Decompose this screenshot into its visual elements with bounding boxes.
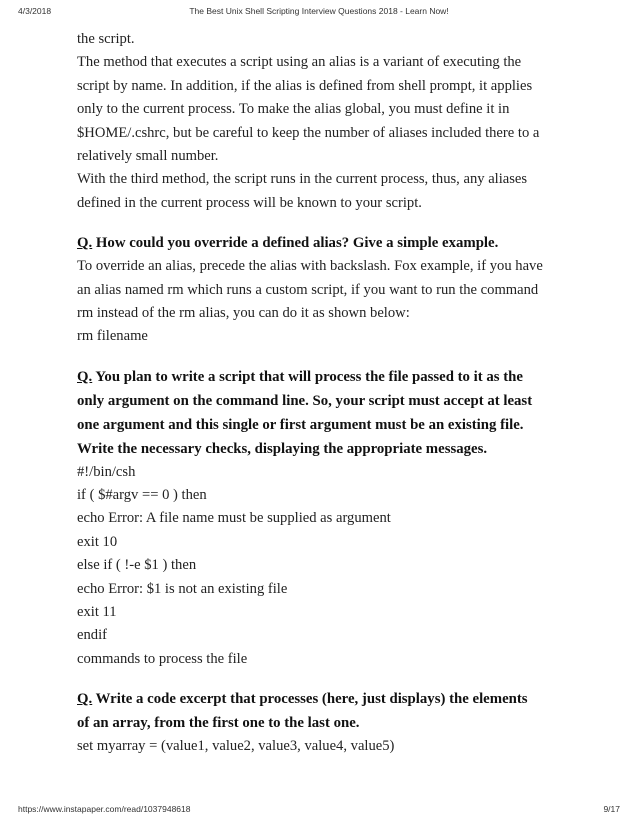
- answer-line: rm filename: [77, 328, 148, 345]
- question-text: Write a code excerpt that processes (here, just displays) the elements: [95, 691, 528, 708]
- code-line: else if ( !-e $1 ) then: [77, 557, 197, 574]
- page-number: 9/17: [603, 804, 620, 814]
- question-heading: [77, 365, 577, 389]
- code-line: if ( $#argv == 0 ) then: [77, 487, 207, 504]
- article-body: [77, 28, 577, 759]
- code-line: echo Error: $1 is not an existing file: [77, 580, 288, 597]
- question-text: only argument on the command line. So, your script must accept at least: [77, 392, 533, 409]
- question-mark-link[interactable]: Q.: [77, 235, 93, 252]
- question-block: [77, 365, 577, 672]
- body-line: relatively small number.: [77, 147, 219, 164]
- code-line: set myarray = (value1, value2, value3, value4, value5): [77, 738, 395, 755]
- body-line: With the third method, the script runs in the current process, thus, any aliases: [77, 171, 528, 188]
- question-text: You plan to write a script that will process the file passed to it as the: [95, 368, 523, 385]
- code-line: exit 11: [77, 604, 117, 621]
- page-url: https://www.instapaper.com/read/1037948618: [18, 804, 191, 814]
- answer-line: To override an alias, precede the alias with backslash. Fox example, if you have: [77, 258, 543, 275]
- answer-line: an alias named rm which runs a custom script, if you want to run the command: [77, 281, 539, 298]
- answer-line: rm instead of the rm alias, you can do it as shown below:: [77, 304, 410, 321]
- print-footer: [0, 804, 638, 818]
- question-text: How could you override a defined alias? Give a simple example.: [95, 235, 499, 252]
- code-line: commands to process the file: [77, 650, 248, 667]
- body-line: defined in the current process will be known to your script.: [77, 194, 422, 211]
- print-date: 4/3/2018: [18, 6, 52, 16]
- body-line: $HOME/.cshrc, but be careful to keep the number of aliases included there to a: [77, 124, 540, 141]
- code-line: echo Error: A file name must be supplied as argument: [77, 510, 391, 527]
- code-line: #!/bin/csh: [77, 463, 136, 480]
- code-line: endif: [77, 627, 107, 644]
- question-heading: [77, 687, 577, 711]
- question-block: [77, 687, 577, 758]
- question-text: one argument and this single or first argument must be an existing file.: [77, 416, 524, 433]
- question-text: of an array, from the first one to the last one.: [77, 715, 360, 732]
- question-block: [77, 231, 577, 349]
- question-mark-link[interactable]: Q.: [77, 691, 93, 708]
- print-title: The Best Unix Shell Scripting Interview Questions 2018 - Learn Now!: [189, 6, 449, 16]
- body-line: only to the current process. To make the alias global, you must define it in: [77, 101, 510, 118]
- body-line: script by name. In addition, if the alias is defined from shell prompt, it applies: [77, 77, 533, 94]
- body-line: the script.: [77, 31, 135, 47]
- code-line: exit 10: [77, 533, 118, 550]
- question-heading: [77, 231, 577, 255]
- print-header: [0, 6, 638, 20]
- body-line: The method that executes a script using an alias is a variant of executing the: [77, 54, 522, 71]
- question-text: Write the necessary checks, displaying the appropriate messages.: [77, 440, 488, 457]
- intro-paragraph: [77, 28, 577, 215]
- question-mark-link[interactable]: Q.: [77, 368, 93, 385]
